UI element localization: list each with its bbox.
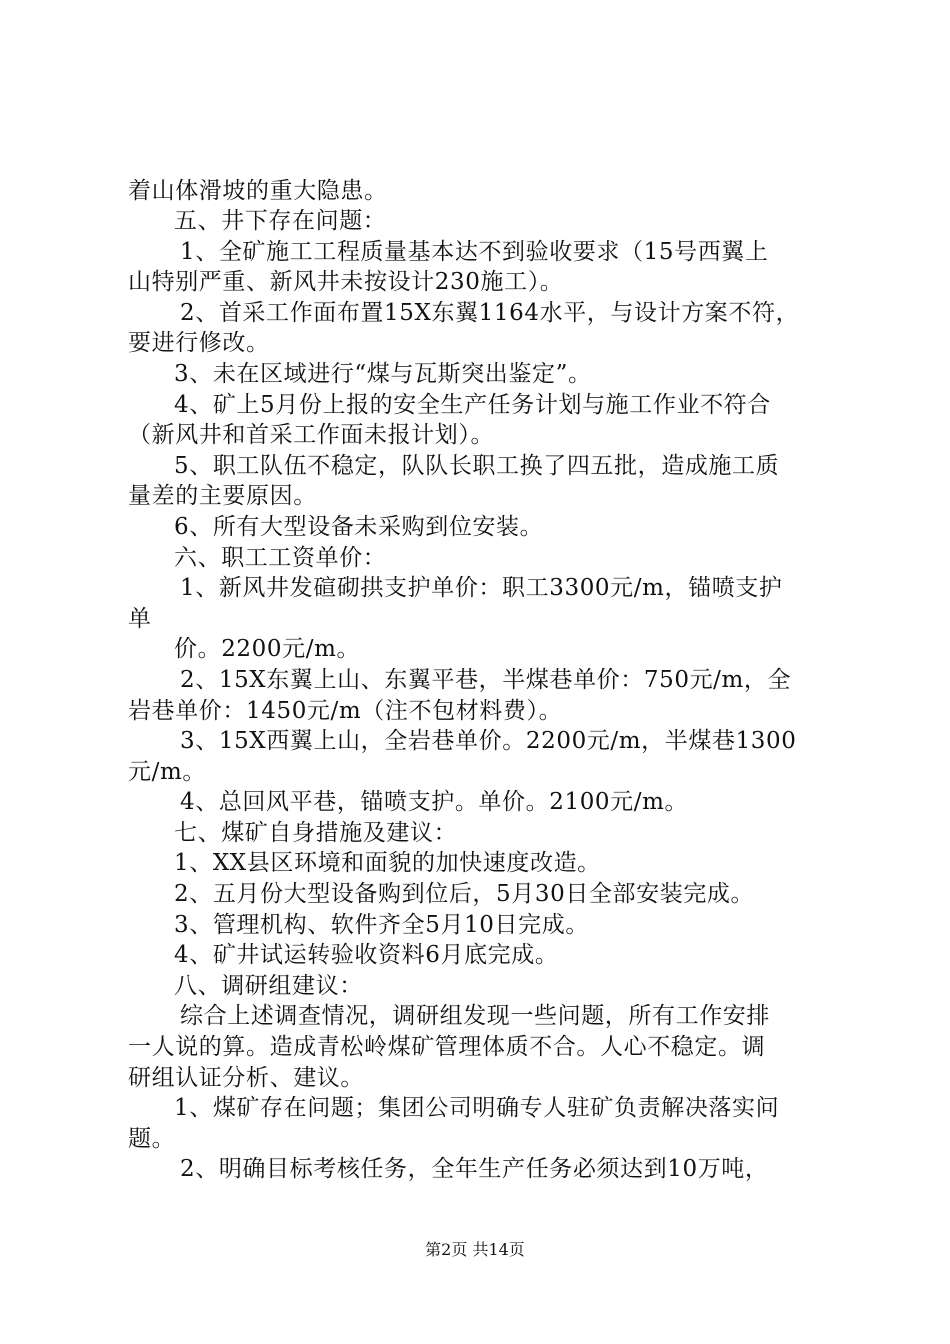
text-line: 4、矿上5月份上报的安全生产任务计划与施工作业不符合 bbox=[174, 392, 771, 418]
text-line: 题。 bbox=[128, 1126, 176, 1152]
text-line: 综合上述调查情况，调研组发现一些问题，所有工作安排 bbox=[180, 1003, 770, 1029]
text-line: （新风井和首采工作面未报计划）。 bbox=[128, 422, 495, 448]
text-line: 着山体滑坡的重大隐患。 bbox=[128, 178, 388, 204]
text-line: 4、总回风平巷，锚喷支护。单价。2100元/m。 bbox=[180, 789, 689, 815]
text-line: 1、XX县区环境和面貌的加快速度改造。 bbox=[174, 850, 601, 876]
text-line: 6、所有大型设备未采购到位安装。 bbox=[174, 514, 544, 540]
text-line: 研组认证分析、建议。 bbox=[128, 1065, 364, 1091]
section-heading: 八、调研组建议： bbox=[174, 973, 363, 999]
text-line: 1、新风井发碹砌拱支护单价：职工3300元/m，锚喷支护 bbox=[180, 575, 783, 601]
text-line: 5、职工队伍不稳定，队队长职工换了四五批，造成施工质 bbox=[174, 453, 780, 479]
section-heading: 七、煤矿自身措施及建议： bbox=[174, 820, 458, 846]
section-heading: 六、职工工资单价： bbox=[174, 545, 387, 571]
text-line: 山特别严重、新风井未按设计230施工）。 bbox=[128, 269, 564, 295]
text-line: 单 bbox=[128, 606, 152, 632]
text-line: 3、管理机构、软件齐全5月10日完成。 bbox=[174, 912, 589, 938]
text-line: 2、五月份大型设备购到位后，5月30日全部安装完成。 bbox=[174, 881, 755, 907]
text-line: 量差的主要原因。 bbox=[128, 483, 317, 509]
text-line: 一人说的算。造成青松岭煤矿管理体质不合。人心不稳定。调 bbox=[128, 1034, 766, 1060]
section-heading: 五、井下存在问题： bbox=[174, 208, 387, 234]
text-line: 2、明确目标考核任务，全年生产任务必须达到10万吨， bbox=[180, 1156, 769, 1182]
text-line: 2、15X东翼上山、东翼平巷，半煤巷单价：750元/m，全 bbox=[180, 667, 792, 693]
text-line: 1、全矿施工工程质量基本达不到验收要求（15号西翼上 bbox=[180, 239, 769, 265]
text-line: 价。2200元/m。 bbox=[174, 636, 361, 662]
text-line: 3、未在区域进行“煤与瓦斯突出鉴定”。 bbox=[174, 361, 592, 387]
text-line: 岩巷单价：1450元/m（注不包材料费）。 bbox=[128, 698, 563, 724]
page-footer: 第2页 共14页 bbox=[425, 1240, 525, 1259]
text-line: 1、煤矿存在问题；集团公司明确专人驻矿负责解决落实问 bbox=[174, 1095, 780, 1121]
text-line: 3、15X西翼上山，全岩巷单价。2200元/m，半煤巷1300 bbox=[180, 728, 797, 754]
text-line: 要进行修改。 bbox=[128, 330, 270, 356]
text-line: 元/m。 bbox=[128, 759, 206, 785]
text-line: 2、首采工作面布置15X东翼1164水平，与设计方案不符， bbox=[180, 300, 800, 326]
text-line: 4、矿井试运转验收资料6月底完成。 bbox=[174, 942, 559, 968]
